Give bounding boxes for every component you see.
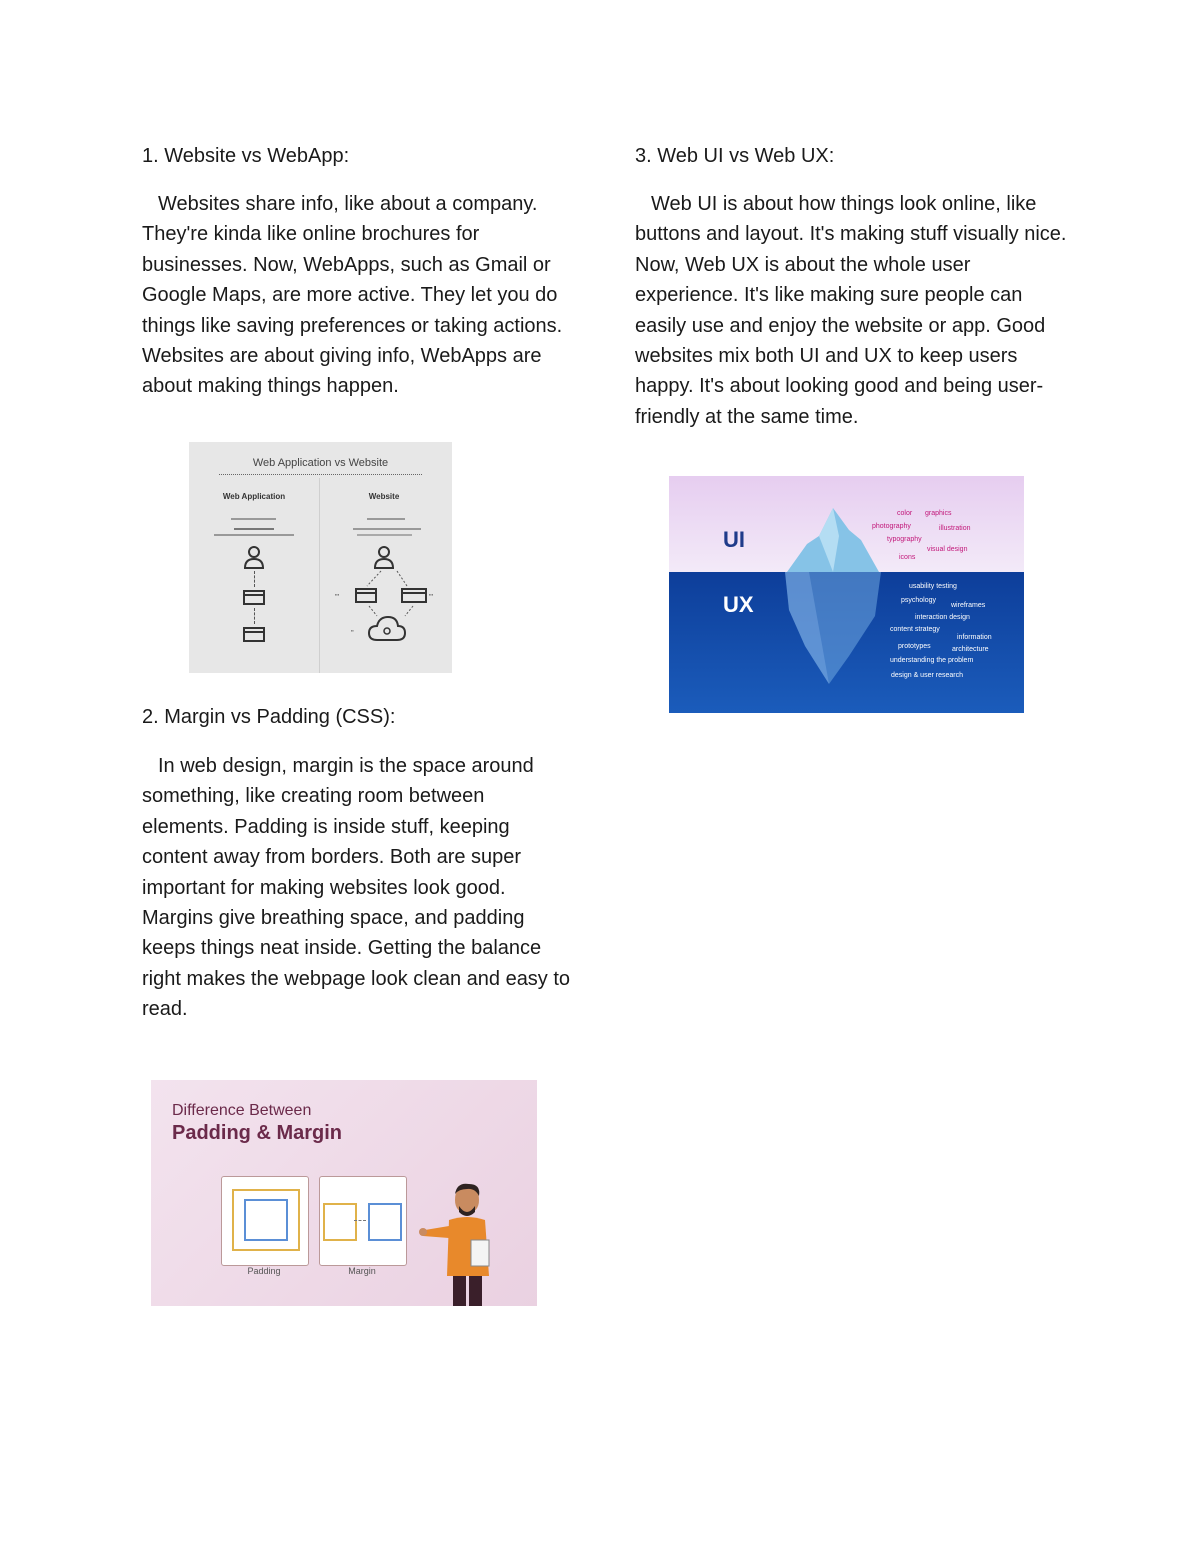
web-app-vs-website-figure: Web Application vs Website Web Application Website ▪▪▪ ▪▪▪ ▪▪ — [189, 442, 452, 673]
ux-word: interaction design — [915, 614, 970, 621]
figure-title: Web Application vs Website — [252, 457, 389, 469]
ui-word: color — [897, 510, 913, 517]
browser-window-icon — [401, 588, 427, 603]
section1-body: Websites share info, like about a company. They're kinda like online brochures for businesses. Now, WebApps, such as Gmail or Google Maps, are more active. They let you do things like saving preferences or taking actions. Websites are about giving info, WebApps are about making things happen. — [142, 193, 563, 398]
browser-window-icon — [355, 588, 377, 603]
ux-word: understanding the problem — [890, 657, 974, 664]
column-heading-web-application: Web Application — [222, 492, 286, 501]
ux-word: design & user research — [891, 672, 963, 679]
ui-word: visual design — [927, 546, 968, 553]
padding-margin-figure — [151, 1080, 537, 1306]
ux-word: content strategy — [890, 626, 940, 633]
ui-word: illustration — [939, 525, 971, 532]
ux-word: information — [957, 634, 992, 641]
section2-body: In web design, margin is the space around something, like creating room between elements. Padding is inside stuff, keeping content away from borders. Both are super important for making websites look good. Margins give breathing space, and padding keeps things neat inside. Getting the balance right makes the webpage look clean and easy to read. — [142, 755, 571, 1021]
section3-body: Web UI is about how things look online, like buttons and layout. It's making stuff visually nice. Now, Web UX is about the whole user experience. It's like making sure people can easily use and enjoy the website or app. Good websites mix both UI and UX to keep users happy. It's about looking good and being user-friendly at the same time. — [635, 193, 1067, 428]
padding-label: Padding — [247, 1266, 281, 1276]
ui-word: typography — [887, 536, 922, 543]
ui-word: graphics — [925, 510, 952, 517]
margin-card — [319, 1176, 407, 1266]
ux-label: UX — [723, 592, 754, 617]
column-heading-website: Website — [368, 492, 400, 501]
ui-word: photography — [872, 523, 911, 530]
section3-heading: 3. Web UI vs Web UX: — [635, 145, 835, 167]
ui-word: icons — [899, 554, 916, 561]
user-icon — [243, 545, 265, 569]
presenter-illustration — [419, 1180, 509, 1306]
user-icon — [373, 545, 395, 569]
figure-title: Padding & Margin — [172, 1122, 342, 1144]
section2-heading: 2. Margin vs Padding (CSS): — [142, 706, 396, 728]
ux-word: wireframes — [951, 602, 986, 609]
figure-subtitle: Difference Between — [172, 1102, 312, 1119]
ux-word: prototypes — [898, 643, 931, 650]
padding-card — [221, 1176, 309, 1266]
iceberg-illustration — [779, 506, 889, 688]
browser-window-icon — [243, 627, 265, 642]
cloud-icon — [367, 614, 407, 642]
margin-label: Margin — [348, 1266, 376, 1276]
section1-heading: 1. Website vs WebApp: — [142, 145, 350, 167]
ux-word: architecture — [952, 646, 989, 653]
ux-word: psychology — [901, 597, 937, 604]
ui-label: UI — [723, 527, 745, 552]
ux-word: usability testing — [909, 583, 957, 590]
browser-window-icon — [243, 590, 265, 605]
ui-ux-iceberg-figure — [669, 476, 1024, 713]
